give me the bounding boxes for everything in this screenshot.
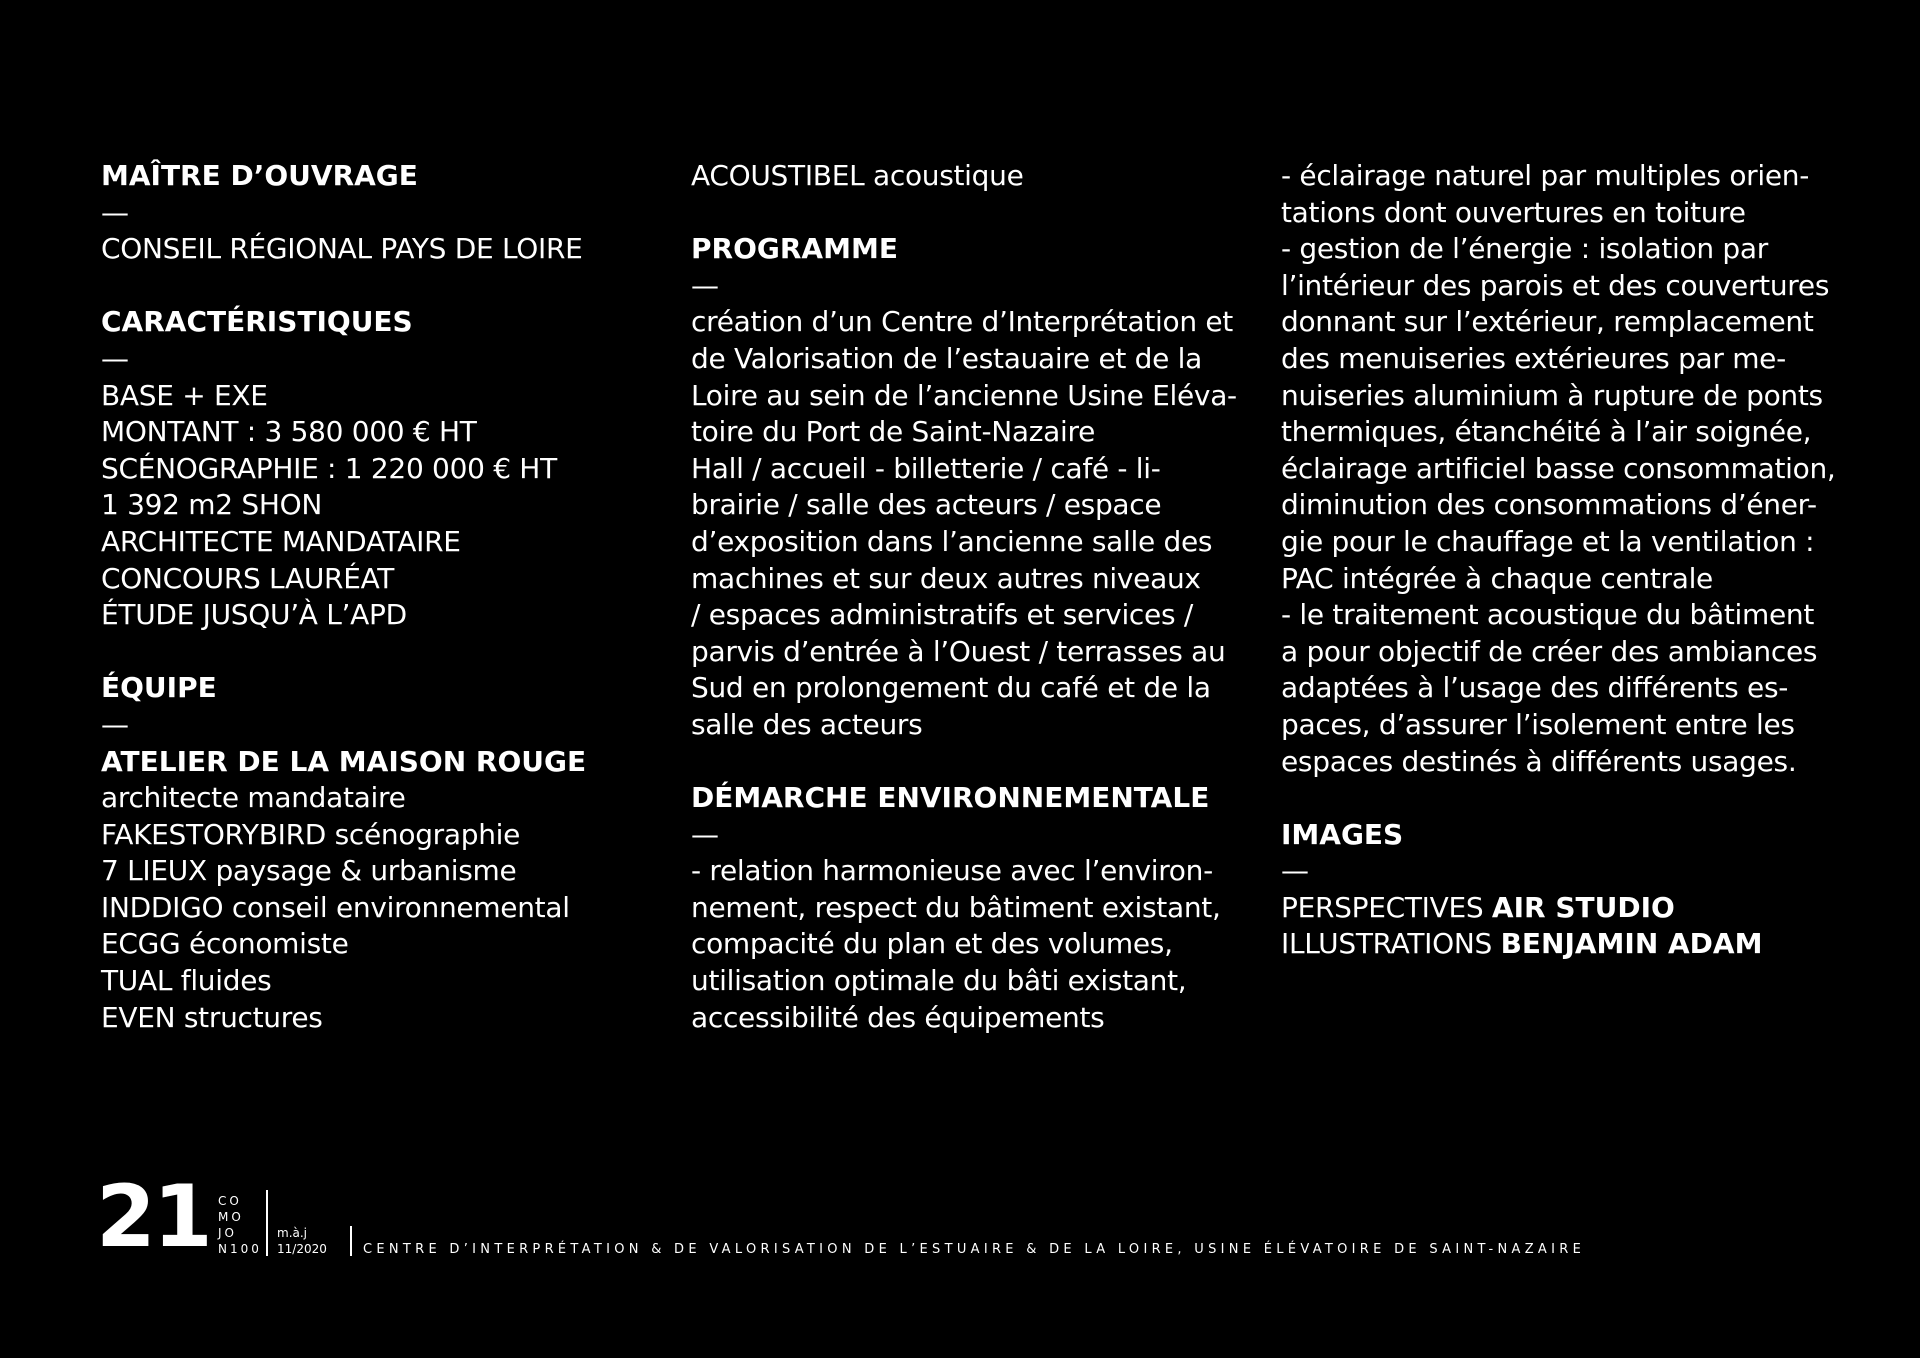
member-role: structures: [175, 1000, 323, 1034]
credit-name: BENJAMIN ADAM: [1500, 927, 1763, 961]
equipe-member: [101, 1000, 661, 1037]
demarche-line: tations dont ouvertures en toiture: [1281, 195, 1746, 229]
column-middle: [691, 158, 1251, 1036]
carac-line: BASE + EXE: [101, 378, 268, 412]
image-credit: [1281, 926, 1841, 963]
maitre-ouvrage-value: CONSEIL RÉGIONAL PAYS DE LOIRE: [101, 232, 583, 266]
carac-line: CONCOURS LAURÉAT: [101, 561, 395, 595]
demarche-line: PAC intégrée à chaque centrale: [1281, 561, 1713, 595]
equipe-member: [101, 926, 661, 963]
heading-caracteristiques: CARACTÉRISTIQUES: [101, 305, 413, 339]
member-name: 7 LIEUX: [101, 854, 207, 888]
programme-line: brairie / salle des acteurs / espace: [691, 488, 1162, 522]
demarche-line: nement, respect du bâtiment existant,: [691, 890, 1221, 924]
equipe-member: [101, 853, 661, 890]
demarche-line: - le traitement acoustique du bâtiment: [1281, 598, 1815, 632]
member-role: scénographie: [326, 817, 521, 851]
demarche-line: l’intérieur des parois et des couvertures: [1281, 268, 1830, 302]
heading-maitre-ouvrage: MAÎTRE D’OUVRAGE: [101, 159, 418, 192]
member-name: ECGG: [101, 927, 181, 961]
carac-line: 1 392 m2 SHON: [101, 488, 322, 522]
member-name: ACOUSTIBEL: [691, 159, 865, 192]
credit-label: PERSPECTIVES: [1281, 890, 1492, 924]
member-role: fluides: [172, 964, 272, 998]
programme-line: salle des acteurs: [691, 707, 923, 741]
member-name: EVEN: [101, 1000, 176, 1034]
demarche-line: des menuiseries extérieures par me-: [1281, 341, 1786, 375]
demarche-line: thermiques, étanchéité à l’air soignée,: [1281, 415, 1812, 449]
footer-divider: [350, 1226, 352, 1256]
programme-line: toire du Port de Saint-Nazaire: [691, 415, 1096, 449]
demarche-line: espaces destinés à différents usages.: [1281, 744, 1797, 778]
demarche-line: - relation harmonieuse avec l’environ-: [691, 854, 1213, 888]
heading-images: IMAGES: [1281, 817, 1404, 851]
heading-programme: PROGRAMME: [691, 232, 898, 266]
demarche-line: - gestion de l’énergie : isolation par: [1281, 232, 1768, 266]
magazine-issue-mark: CO MO JO N100: [218, 1194, 262, 1256]
programme-line: d’exposition dans l’ancienne salle des: [691, 524, 1213, 558]
demarche-line: adaptées à l’usage des différents es-: [1281, 671, 1789, 705]
carac-line: ARCHITECTE MANDATAIRE: [101, 524, 461, 558]
demarche-line: utilisation optimale du bâti existant,: [691, 964, 1187, 998]
programme-line: de Valorisation de l’estauaire et de la: [691, 341, 1203, 375]
demarche-line: accessibilité des équipements: [691, 1000, 1105, 1034]
member-role: conseil environnemental: [223, 890, 570, 924]
carac-line: SCÉNOGRAPHIE : 1 220 000 € HT: [101, 451, 557, 485]
heading-demarche-environnementale: DÉMARCHE ENVIRONNEMENTALE: [691, 781, 1210, 815]
programme-line: / espaces administratifs et services /: [691, 598, 1193, 632]
heading-equipe: ÉQUIPE: [101, 671, 217, 705]
programme-line: parvis d’entrée à l’Ouest / terrasses au: [691, 634, 1226, 668]
programme-line: Loire au sein de l’ancienne Usine Eléva-: [691, 378, 1237, 412]
equipe-member: [101, 817, 661, 854]
member-name: FAKESTORYBIRD: [101, 817, 327, 851]
image-credit: [1281, 890, 1841, 927]
heading-dash: —: [101, 707, 129, 741]
page-number: 21: [96, 1167, 210, 1267]
update-date: m.à.j 11/2020: [277, 1226, 327, 1256]
demarche-line: compacité du plan et des volumes,: [691, 927, 1173, 961]
column-left: [101, 158, 661, 1036]
footer-project-title: CENTRE D’INTERPRÉTATION & DE VALORISATION DE L’ESTUAIRE & DE LA LOIRE, USINE ÉLÉVATOIRE DE SAINT-NAZAIRE: [363, 1242, 1586, 1257]
demarche-line: éclairage artificiel basse consommation,: [1281, 451, 1836, 485]
programme-line: Hall / accueil - billetterie / café - li-: [691, 451, 1161, 485]
programme-line: machines et sur deux autres niveaux: [691, 561, 1201, 595]
demarche-line: gie pour le chauffage et la ventilation :: [1281, 524, 1815, 558]
footer-divider: [266, 1190, 268, 1256]
demarche-line: diminution des consommations d’éner-: [1281, 488, 1817, 522]
member-name: TUAL: [101, 964, 173, 998]
credit-name: AIR STUDIO: [1491, 890, 1675, 924]
equipe-lead-role: architecte mandataire: [101, 781, 406, 815]
equipe-member: [101, 890, 661, 927]
heading-dash: —: [101, 341, 129, 375]
equipe-member: [101, 963, 661, 1000]
member-role: économiste: [180, 927, 349, 961]
demarche-line: donnant sur l’extérieur, remplacement: [1281, 305, 1814, 339]
heading-dash: —: [1281, 854, 1309, 888]
equipe-lead-name: ATELIER DE LA MAISON ROUGE: [101, 744, 587, 778]
credit-label: ILLUSTRATIONS: [1281, 927, 1501, 961]
carac-line: MONTANT : 3 580 000 € HT: [101, 415, 477, 449]
programme-line: création d’un Centre d’Interprétation et: [691, 305, 1233, 339]
heading-dash: —: [691, 268, 719, 302]
heading-dash: —: [101, 195, 129, 229]
member-name: INDDIGO: [101, 890, 224, 924]
demarche-line: - éclairage naturel par multiples orien-: [1281, 159, 1810, 192]
member-role: acoustique: [864, 159, 1024, 192]
equipe-member: [691, 158, 1251, 195]
member-role: paysage & urbanisme: [206, 854, 517, 888]
carac-line: ÉTUDE JUSQU’À L’APD: [101, 598, 407, 632]
demarche-line: a pour objectif de créer des ambiances: [1281, 634, 1818, 668]
demarche-line: nuiseries aluminium à rupture de ponts: [1281, 378, 1823, 412]
column-right: [1281, 158, 1841, 963]
heading-dash: —: [691, 817, 719, 851]
programme-line: Sud en prolongement du café et de la: [691, 671, 1211, 705]
demarche-line: paces, d’assurer l’isolement entre les: [1281, 707, 1795, 741]
